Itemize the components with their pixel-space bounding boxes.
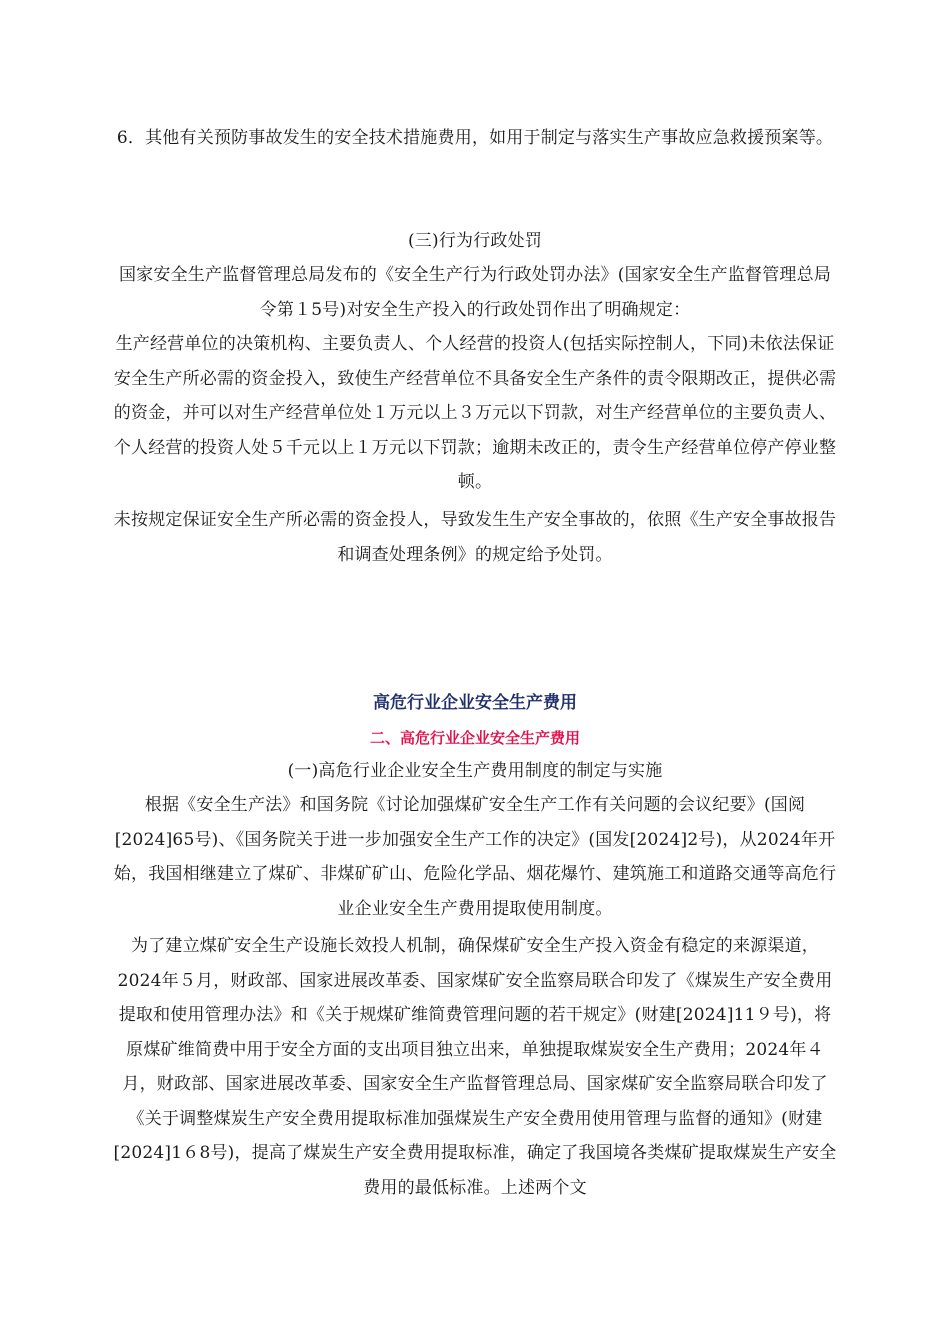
subsection-1-title: (一)高危行业企业安全生产费用制度的制定与实施: [287, 761, 663, 781]
coal-fee-paragraph: 为了建立煤矿安全生产设施长效投人机制，确保煤矿安全生产投入资金有稳定的来源渠道，2024年５月，财政部、国家进展改革委、国家煤矿安全监察局联合印发了《煤炭生产安全费用提取和使用管理办法》和《关于规煤矿维简费管理问题的若干规定》(财建[2024]11９号)，将原煤矿维简费中用于安全方面的支出项目独立出来，单独提取煤炭安全生产费用；2024年４月，财政部、国家进展改革委、国家安全生产监督管理总局、国家煤矿安全监察局联合印发了《关于调整煤炭生产安全费用提取标准加强煤炭生产安全费用使用管理与监督的通知》(财建[2024]1６8号)，提高了煤炭生产安全费用提取标准，确定了我国境各类煤矿提取煤炭生产安全费用的最低标准。上述两个文: [113, 936, 837, 1198]
section-title: 高危行业企业安全生产费用: [373, 693, 577, 713]
accident-paragraph: 未按规定保证安全生产所必需的资金投人，导致发生生产安全事故的，依照《生产安全事故报告和调查处理条例》的规定给予处罚。: [113, 510, 837, 565]
subsection-3-title: (三)行为行政处罚: [407, 231, 543, 251]
basis-paragraph: 根据《安全生产法》和国务院《讨论加强煤矿安全生产工作有关问题的会议纪要》(国阅[2024]65号)、《国务院关于进一步加强安全生产工作的决定》(国发[2024]2号)，从2024年开始，我国相继建立了煤矿、非煤矿矿山、危险化学品、烟花爆竹、建筑施工和道路交通等高危行业企业安全生产费用提取使用制度。: [113, 795, 837, 919]
section-subtitle: 二、高危行业企业安全生产费用: [369, 729, 580, 747]
item-6-paragraph: 6．其他有关预防事故发生的安全技术措施费用，如用于制定与落实生产事故应急救援预案等。: [116, 128, 834, 148]
regulation-paragraph: 国家安全生产监督管理总局发布的《安全生产行为行政处罚办法》(国家安全生产监督管理总局令第１5号)对安全生产投入的行政处罚作出了明确规定：: [118, 265, 832, 320]
penalty-paragraph: 生产经营单位的决策机构、主要负责人、个人经营的投资人(包括实际控制人，下同)未依法保证安全生产所必需的资金投入，致使生产经营单位不具备安全生产条件的责令限期改正，提供必需的资金，并可以对生产经营单位处１万元以上３万元以下罚款，对生产经营单位的主要负责人、个人经营的投资人处５千元以上１万元以下罚款；逾期未改正的，责令生产经营单位停产停业整顿。: [113, 334, 837, 492]
